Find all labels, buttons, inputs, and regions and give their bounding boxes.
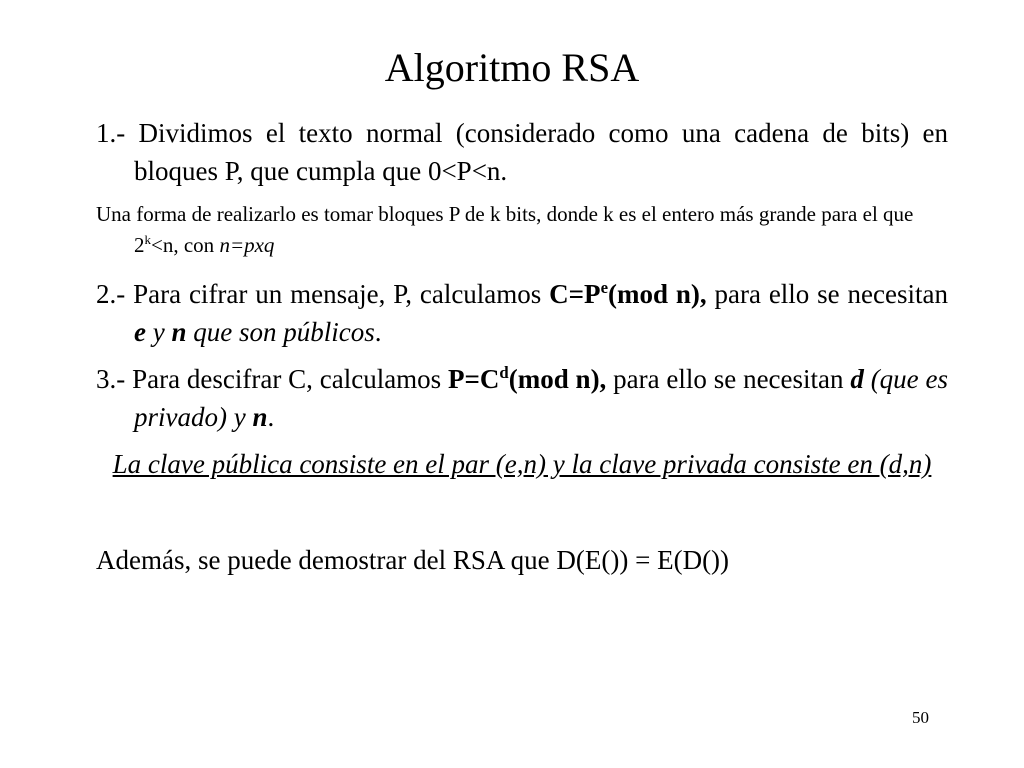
- step-1-note: [96, 199, 948, 261]
- step-3-private: (que es privado) y: [134, 364, 948, 432]
- exponent-k: k: [144, 232, 152, 247]
- step-3-text-cont: para ello se necesitan: [606, 364, 851, 394]
- step-3-text: 3.- Para descifrar C, calculamos: [96, 364, 449, 394]
- var-d: d: [850, 364, 864, 394]
- step-2-text: 2.- Para cifrar un mensaje, P, calculamos: [96, 279, 550, 309]
- step-1-note-condition: <n, con: [151, 233, 220, 257]
- modulus-formula: n=pxq: [219, 233, 275, 257]
- slide-body: [96, 114, 948, 579]
- step-3: 3.- Para descifrar C, calculamos $P=C^d(mod$ n), para ello se necesitan d (que es privado) y n.: [96, 363, 948, 432]
- step-2-public: que son públicos: [186, 317, 375, 347]
- step-2-y: y: [145, 317, 172, 347]
- step-2-text-cont: para ello se necesitan: [706, 279, 948, 309]
- page-number: 50: [912, 708, 929, 727]
- var-n: n: [171, 317, 187, 347]
- encrypt-formula: $C=P^e(mod$ n),: [549, 278, 707, 309]
- var-n: n: [252, 402, 268, 432]
- key-pair-note: La clave pública consiste en el par (e,n) y la clave privada consiste en (d,n): [112, 449, 932, 479]
- step-2: 2.- Para cifrar un mensaje, P, calculamos $C=P^e(mod$ n), para ello se necesitan e y n que son públicos.: [96, 278, 948, 347]
- var-e: e: [134, 317, 146, 347]
- step-1-note-text: Una forma de realizarlo es tomar bloques P de k bits, donde k es el entero más grande para el que 2: [96, 202, 914, 257]
- conclusion: Además, se puede demostrar del RSA que D(E()) = E(D()): [96, 545, 730, 575]
- step-1: 1.- Dividimos el texto normal (considerado como una cadena de bits) en bloques P, que cumpla que 0<P<n.: [96, 118, 948, 186]
- decrypt-formula: $P=C^d(mod$ n),: [448, 363, 607, 394]
- slide-title: Algoritmo RSA: [384, 45, 640, 90]
